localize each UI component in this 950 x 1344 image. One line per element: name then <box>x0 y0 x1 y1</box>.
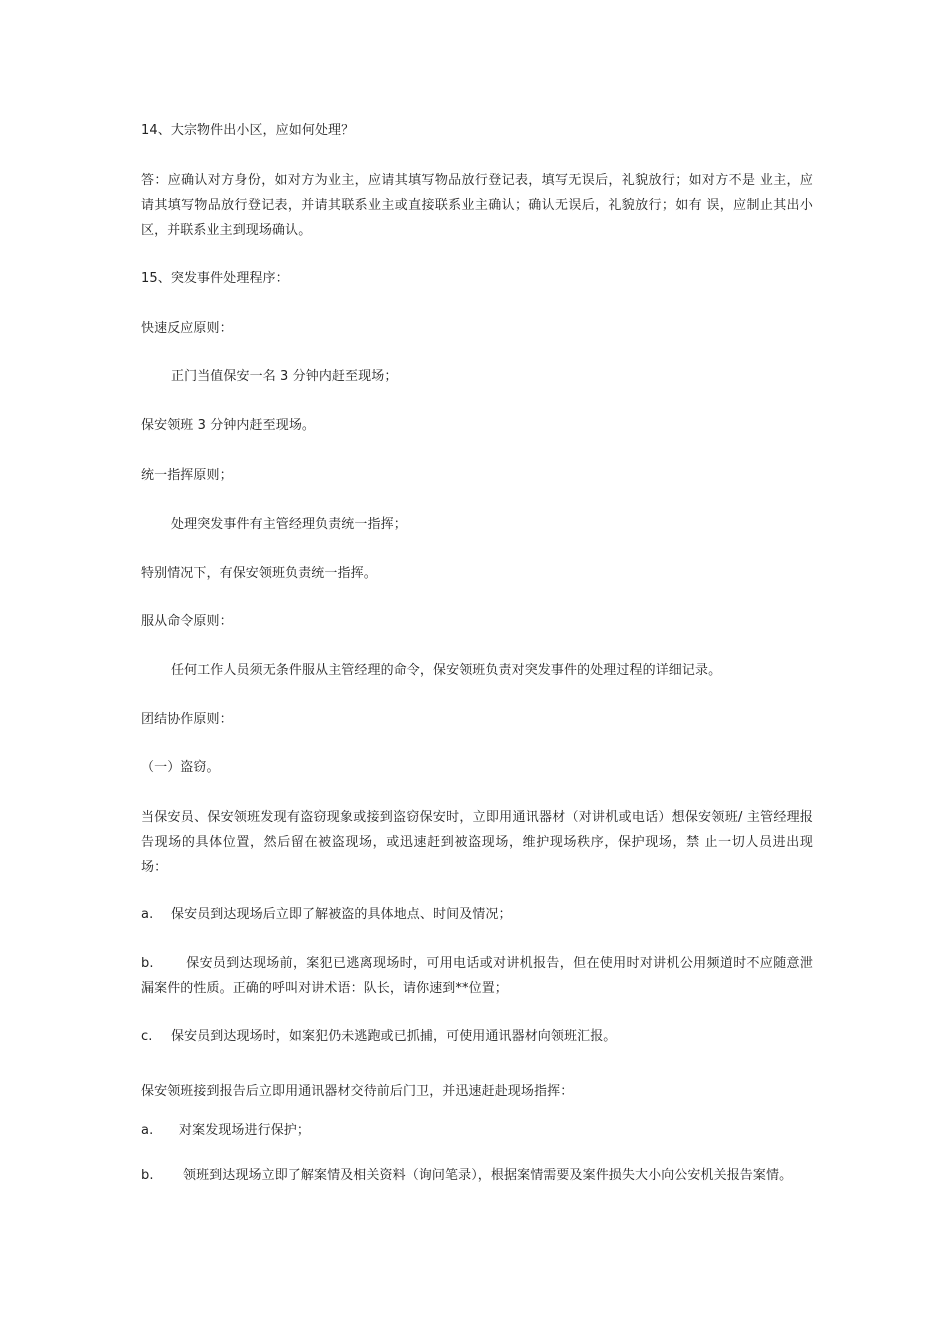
guard-item-b <box>141 951 813 1001</box>
guard-item-a-marker: a. <box>141 907 154 922</box>
guard-item-a <box>141 902 813 927</box>
guard-item-a-text: 保安员到达现场后立即了解被盗的具体地点、时间及情况； <box>171 907 512 922</box>
guard-item-c-text: 保安员到达现场时，如案犯仍未逃跑或已抓捕，可使用通讯器材向领班汇报。 <box>171 1029 617 1044</box>
unified-item-1: 处理突发事件有主管经理负责统一指挥； <box>171 517 407 532</box>
q15-heading: 15、突发事件处理程序： <box>141 271 289 286</box>
principle-teamwork: 团结协作原则： <box>141 712 233 727</box>
principle-unified-command: 统一指挥原则； <box>141 468 233 483</box>
unified-item-2: 特别情况下，有保安领班负责统一指挥。 <box>141 566 377 581</box>
leader-item-b-marker: b. <box>141 1168 154 1183</box>
principle-rapid-response: 快速反应原则： <box>141 321 233 336</box>
leader-item-a <box>141 1118 813 1143</box>
rapid-item-2: 保安领班 3 分钟内赶至现场。 <box>141 418 316 433</box>
q14-answer: 答：应确认对方身份，如对方为业主，应请其填写物品放行登记表，填写无误后，礼貌放行；如对方不是 业主，应请其填写物品放行登记表，并请其联系业主或直接联系业主确认；确认无误后，礼貌放行；如有 误，应制止其出小区，并联系业主到现场确认。 <box>141 173 813 238</box>
q14-heading: 14、大宗物件出小区，应如何处理？ <box>141 123 355 138</box>
leader-item-a-marker: a. <box>141 1123 154 1138</box>
guard-item-c <box>141 1024 813 1049</box>
theft-heading: （一）盗窃。 <box>141 760 220 775</box>
leader-item-a-text: 对案发现场进行保护； <box>179 1123 311 1138</box>
principle-obey-orders: 服从命令原则： <box>141 614 233 629</box>
theft-intro: 当保安员、保安领班发现有盗窃现象或接到盗窃保安时，立即用通讯器材（对讲机或电话）想保安领班/ 主管经理报告现场的具体位置，然后留在被盗现场，或迅速赶到被盗现场，维护现场秩序，保护现场，禁 止一切人员进出现场： <box>141 810 813 875</box>
leader-item-b-text: 领班到达现场立即了解案情及相关资料（询问笔录），根据案情需要及案件损失大小向公安机关报告案情。 <box>183 1168 793 1183</box>
guard-item-b-text: 保安员到达现场前，案犯已逃离现场时，可用电话或对讲机报告，但在使用时对讲机公用频道时不应随意泄漏案件的性质。正确的呼叫对讲术语：队长，请你速到**位置； <box>141 956 813 996</box>
leader-item-b <box>141 1163 813 1188</box>
guard-item-b-marker: b. <box>141 956 154 971</box>
obey-item-1: 任何工作人员须无条件服从主管经理的命令，保安领班负责对突发事件的处理过程的详细记录。 <box>171 663 722 678</box>
leader-intro: 保安领班接到报告后立即用通讯器材交待前后门卫，并迅速赶赴现场指挥： <box>141 1084 574 1099</box>
rapid-item-1: 正门当值保安一名 3 分钟内赶至现场； <box>171 369 398 384</box>
guard-item-c-marker: c. <box>141 1029 153 1044</box>
